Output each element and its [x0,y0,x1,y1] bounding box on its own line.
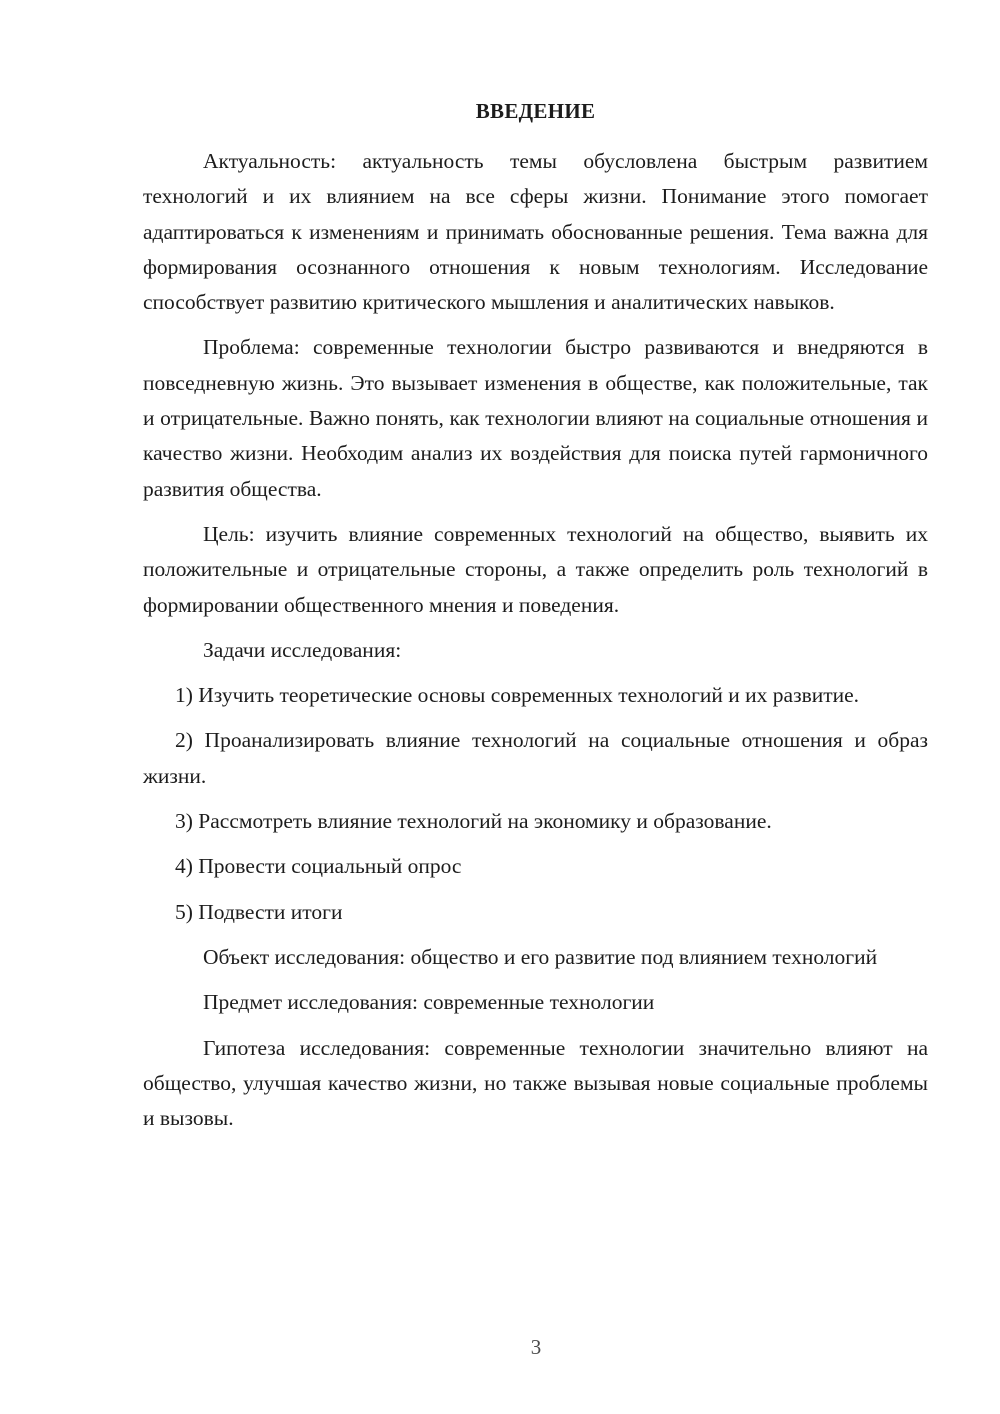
goal-paragraph: Цель: изучить влияние современных технологий на общество, выявить их положительные и отрицательные стороны, а также определить роль технологий в формировании общественного мнения и поведения. [143,521,928,617]
section-heading: ВВЕДЕНИЕ [475,99,596,123]
task-item-2: 2) Проанализировать влияние технологий на социальные отношения и образ жизни. [143,728,928,788]
relevance-paragraph: Актуальность: актуальность темы обусловлена быстрым развитием технологий и их влиянием на все сферы жизни. Понимание этого помогает адаптироваться к изменениям и принимать обоснованные решения. Тема важна для формирования осознанного отношения к новым технологиям. Исследование способствует развитию критического мышления и аналитических навыков. [143,149,928,315]
tasks-heading: Задачи исследования: [203,637,402,662]
problem-paragraph: Проблема: современные технологии быстро развиваются и внедряются в повседневную жизнь. Это вызывает изменения в обществе, как положительные, так и отрицательные. Важно понять, как технологии влияют на социальные отношения и качество жизни. Необходим анализ их воздействия для поиска путей гармоничного развития общества. [143,335,928,501]
document-page [143,96,928,1136]
hypothesis-paragraph: Гипотеза исследования: современные технологии значительно влияют на общество, улучшая качество жизни, но также вызывая новые социальные проблемы и вызовы. [143,1035,928,1131]
task-item-4: 4) Провести социальный опрос [175,854,462,879]
object-paragraph: Объект исследования: общество и его развитие под влиянием технологий [203,944,878,969]
page-number: 3 [530,1335,542,1359]
task-item-5: 5) Подвести итоги [175,899,343,924]
subject-paragraph: Предмет исследования: современные технологии [203,990,655,1015]
task-item-3: 3) Рассмотреть влияние технологий на экономику и образование. [175,809,772,834]
task-item-1: 1) Изучить теоретические основы современных технологий и их развитие. [175,683,860,708]
